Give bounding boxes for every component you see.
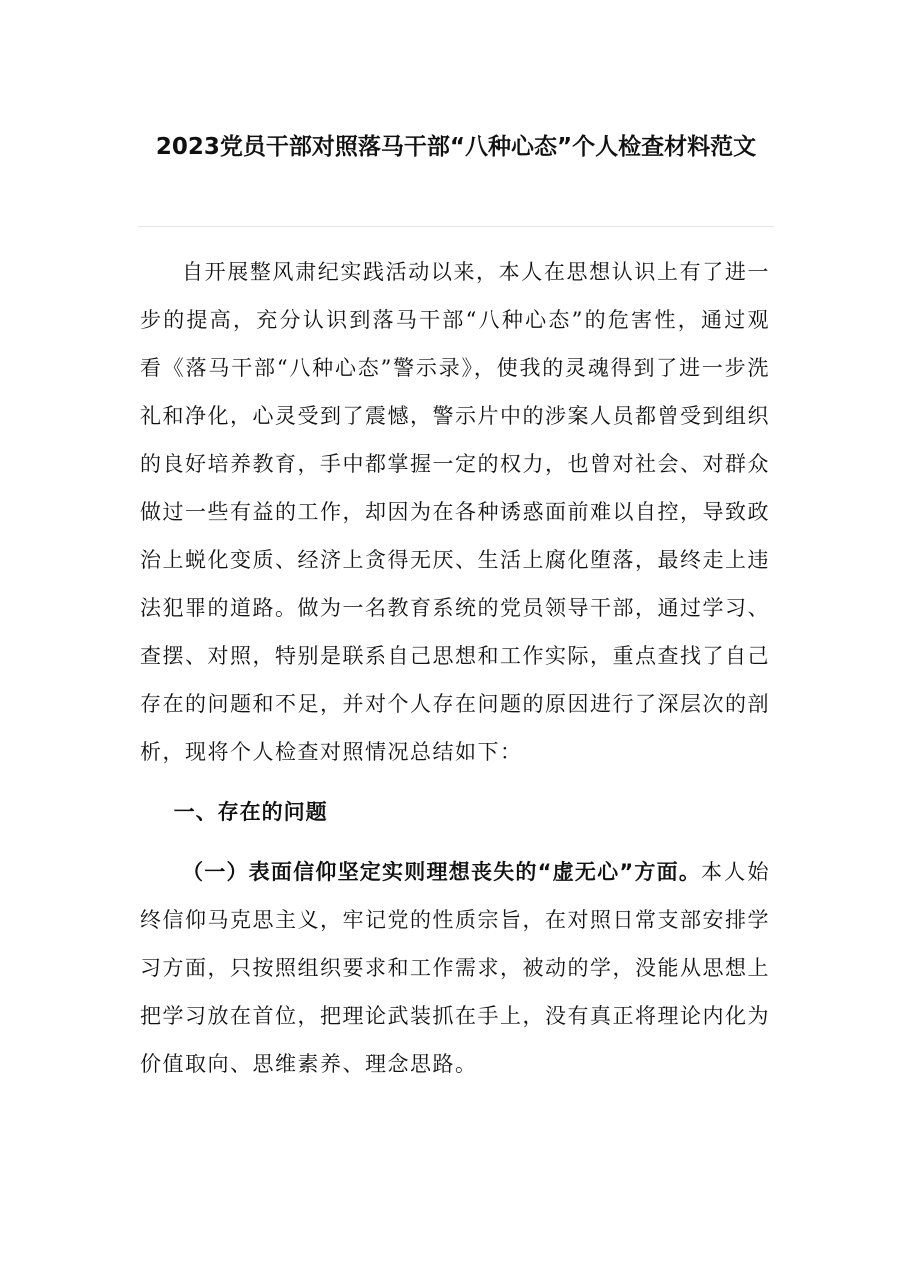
title-block xyxy=(138,124,774,170)
document-body xyxy=(140,248,770,1088)
subsection-text: 本人始终信仰马克思主义，牢记党的性质宗旨，在对照日常支部安排学习方面，只按照组织要求和工作需求，被动的学，没能从思想上把学习放在首位，把理论武装抓在手上，没有真正将理论内化为价值取向、思维素养、理念思路。 xyxy=(140,860,770,1076)
section-heading: 一、存在的问题 xyxy=(173,800,328,824)
document-title: 2023党员干部对照落马干部“八种心态”个人检查材料范文 xyxy=(155,134,757,160)
title-divider xyxy=(138,226,774,227)
subsection-lead: （一）表面信仰坚定实则理想丧失的“虚无心”方面。 xyxy=(182,860,702,884)
subsection-paragraph xyxy=(140,848,770,1088)
intro-paragraph: 自开展整风肃纪实践活动以来，本人在思想认识上有了进一步的提高，充分认识到落马干部“八种心态”的危害性，通过观看《落马干部“八种心态”警示录》，使我的灵魂得到了进一步洗礼和净化，心灵受到了震憾，警示片中的涉案人员都曾受到组织的良好培养教育，手中都掌握一定的权力，也曾对社会、对群众做过一些有益的工作，却因为在各种诱惑面前难以自控，导致政治上蜕化变质、经济上贪得无厌、生活上腐化堕落，最终走上违法犯罪的道路。做为一名教育系统的党员领导干部，通过学习、查摆、对照，特别是联系自己思想和工作实际，重点查找了自己存在的问题和不足，并对个人存在问题的原因进行了深层次的剖析，现将个人检查对照情况总结如下： xyxy=(140,260,770,764)
